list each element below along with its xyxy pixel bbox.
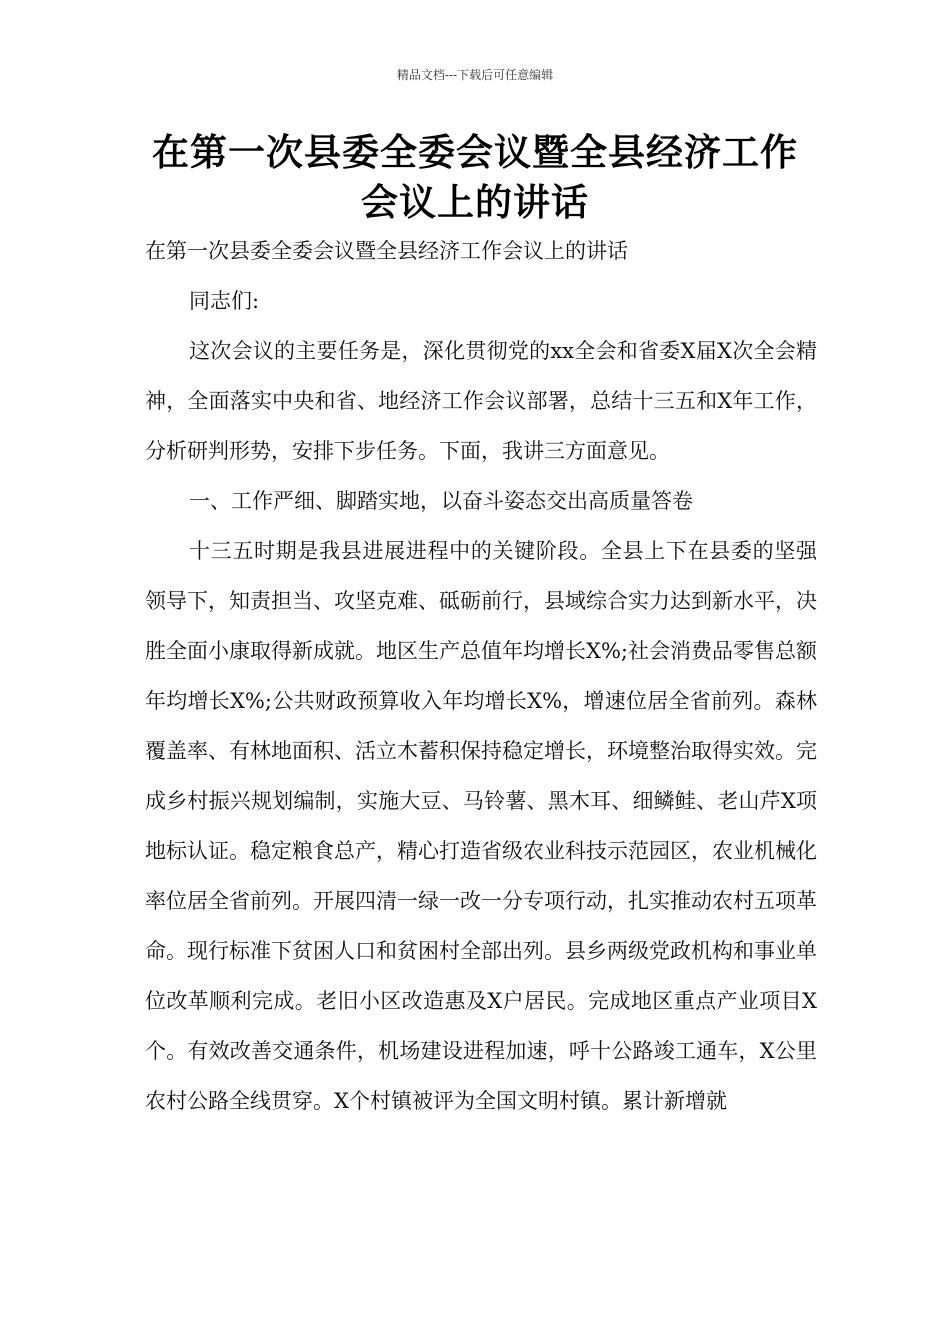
document-title	[120, 128, 830, 228]
subtitle: 在第一次县委全委会议暨全县经济工作会议上的讲话	[145, 239, 628, 263]
document-body	[145, 226, 817, 1126]
paragraph-intro: 这次会议的主要任务是，深化贯彻党的xx全会和省委X届X次全会精神，全面落实中央和省、地经济工作会议部署，总结十三五和X年工作，分析研判形势，安排下步任务。下面，我讲三方面意见。	[145, 339, 817, 463]
title-line-1: 在第一次县委全委会议暨全县经济工作	[152, 131, 798, 174]
title-line-2: 会议上的讲话	[361, 181, 589, 224]
salutation: 同志们:	[189, 289, 260, 313]
section-heading-1: 一、工作严细、脚踏实地，以奋斗姿态交出高质量答卷	[189, 489, 693, 513]
paragraph-review: 十三五时期是我县进展进程中的关键阶段。全县上下在县委的坚强领导下，知责担当、攻坚克难、砥砺前行，县域综合实力达到新水平，决胜全面小康取得新成就。地区生产总值年均增长X%;社会消费品零售总额年均增长X%;公共财政预算收入年均增长X%，增速位居全省前列。森林覆盖率、有林地面积、活立木蓄积保持稳定增长，环境整治取得实效。完成乡村振兴规划编制，实施大豆、马铃薯、黑木耳、细鳞鲑、老山芹X项地标认证。稳定粮食总产，精心打造省级农业科技示范园区，农业机械化率位居全省前列。开展四清一绿一改一分专项行动，扎实推动农村五项革命。现行标准下贫困人口和贫困村全部出列。县乡两级党政机构和事业单位改革顺利完成。老旧小区改造惠及X户居民。完成地区重点产业项目X个。有效改善交通条件，机场建设进程加速，呼十公路竣工通车，X公里农村公路全线贯穿。X个村镇被评为全国文明村镇。累计新增就	[145, 539, 817, 1113]
header-note: 精品文档---下载后可任意编辑	[396, 68, 554, 82]
